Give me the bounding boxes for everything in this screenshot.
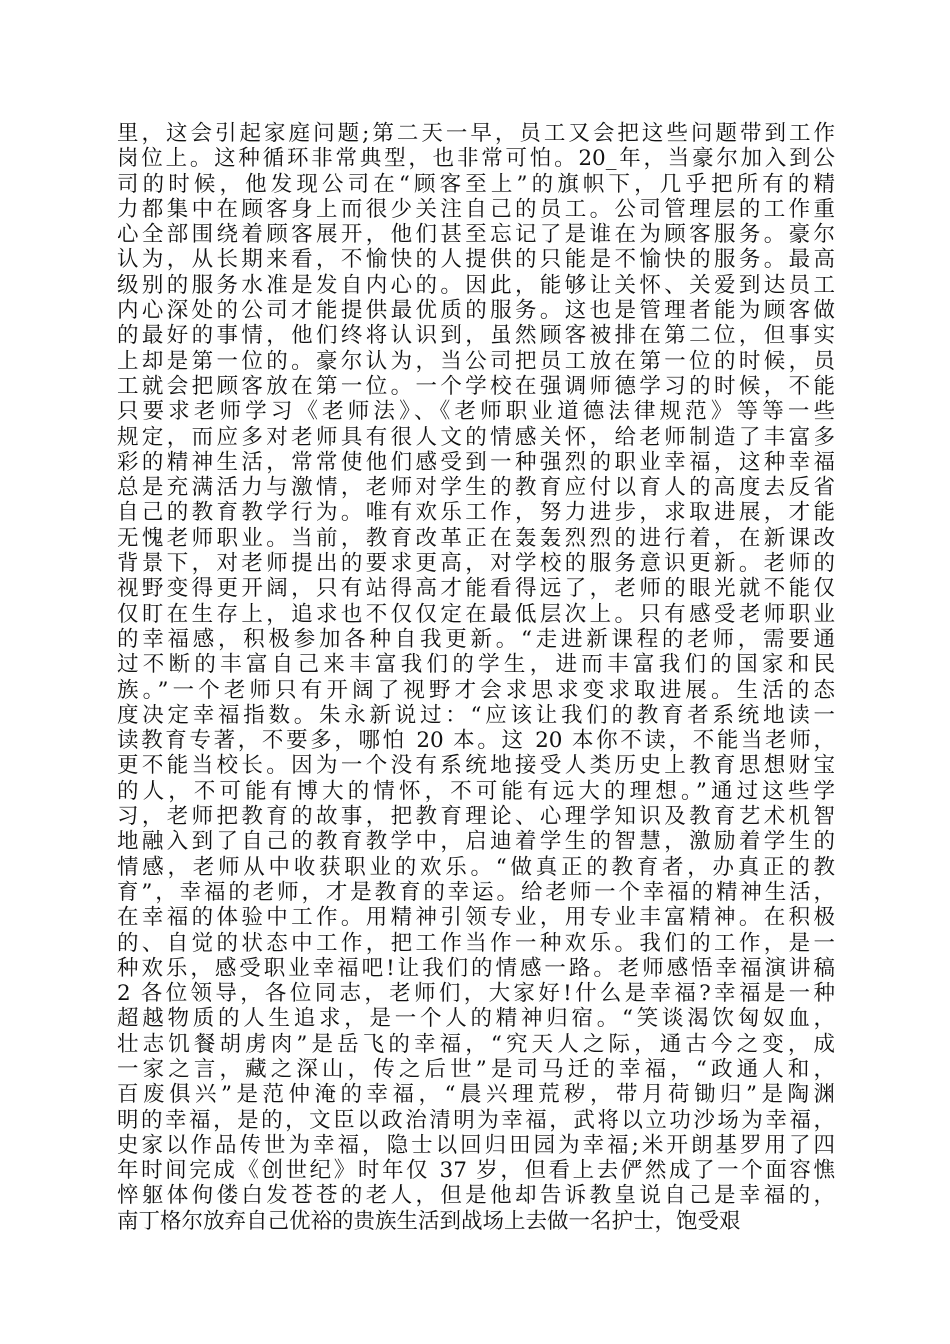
text-line: 地融入到了自己的教育教学中，启迪着学生的智慧，激励着学生的 (117, 829, 835, 855)
text-line: 读教育专著，不要多，哪怕 20 本。这 20 本你不读，不能当老师， (117, 728, 835, 754)
text-line: 壮志饥餐胡虏肉”是岳飞的幸福，“究天人之际，通古今之变，成 (117, 1031, 835, 1057)
text-line: 过不断的丰富自己来丰富我们的学生，进而丰富我们的国家和民 (117, 652, 835, 678)
text-line: 种欢乐，感受职业幸福吧!让我们的情感一路。老师感悟幸福演讲稿 (117, 955, 835, 981)
text-line: 规定，而应多对老师具有很人文的情感关怀，给老师制造了丰富多 (117, 424, 835, 450)
text-line: 更不能当校长。因为一个没有系统地接受人类历史上教育思想财宝 (117, 753, 835, 779)
text-line: 上却是第一位的。豪尔认为，当公司把员工放在第一位的时候，员 (117, 348, 835, 374)
text-line: 悴躯体佝偻白发苍苍的老人，但是他却告诉教皇说自己是幸福的， (117, 1183, 835, 1209)
text-line: 习，老师把教育的故事，把教育理论、心理学知识及教育艺术机智 (117, 804, 835, 830)
text-line: 无愧老师职业。当前，教育改革正在轰轰烈烈的进行着，在新课改 (117, 525, 835, 551)
text-line: 情感，老师从中收获职业的欢乐。“做真正的教育者，办真正的教 (117, 854, 835, 880)
text-line: 内心深处的公司才能提供最优质的服务。这也是管理者能为顾客做 (117, 298, 835, 324)
text-line: 超越物质的人生追求，是一个人的精神归宿。“笑谈渴饮匈奴血， (117, 1006, 835, 1032)
text-line: 只要求老师学习《老师法》、《老师职业道德法律规范》等等一些 (117, 399, 835, 425)
text-line: 族。”一个老师只有开阔了视野才会求思求变求取进展。生活的态 (117, 677, 835, 703)
text-line: 在幸福的体验中工作。用精神引领专业，用专业丰富精神。在积极 (117, 905, 835, 931)
text-line: 史家以作品传世为幸福，隐士以回归田园为幸福;米开朗基罗用了四 (117, 1132, 835, 1158)
text-line: 认为，从长期来看，不愉快的人提供的只能是不愉快的服务。最高 (117, 247, 835, 273)
text-line: 自己的教育教学行为。唯有欢乐工作，努力进步，求取进展，才能 (117, 500, 835, 526)
text-line: 彩的精神生活，常常使他们感受到一种强烈的职业幸福，这种幸福 (117, 449, 835, 475)
text-line: 的、自觉的状态中工作，把工作当作一种欢乐。我们的工作，是一 (117, 930, 835, 956)
text-line: 育”，幸福的老师，才是教育的幸运。给老师一个幸福的精神生活， (117, 879, 835, 905)
text-line: 心全部围绕着顾客展开，他们甚至忘记了是谁在为顾客服务。豪尔 (117, 222, 835, 248)
body-text (117, 121, 835, 1234)
text-line: 2 各位领导，各位同志，老师们，大家好!什么是幸福?幸福是一种 (117, 981, 835, 1007)
text-line: 明的幸福，是的，文臣以政治清明为幸福，武将以立功沙场为幸福， (117, 1107, 835, 1133)
text-line: 仅盯在生存上，追求也不仅仅定在最低层次上。只有感受老师职业 (117, 601, 835, 627)
text-line: 年时间完成《创世纪》时年仅 37 岁，但看上去俨然成了一个面容憔 (117, 1158, 835, 1184)
text-line: 百废俱兴”是范仲淹的幸福，“晨兴理荒秽，带月荷锄归”是陶渊 (117, 1082, 835, 1108)
text-line: 度决定幸福指数。朱永新说过：“应该让我们的教育者系统地读一 (117, 702, 835, 728)
text-line: 里，这会引起家庭问题;第二天一早，员工又会把这些问题带到工作 (117, 121, 835, 146)
text-line: 工就会把顾客放在第一位。一个学校在强调师德学习的时候，不能 (117, 373, 835, 399)
text-line: 力都集中在顾客身上而很少关注自己的员工。公司管理层的工作重 (117, 196, 835, 222)
text-line: 岗位上。这种循环非常典型，也非常可怕。20_年，当豪尔加入到公 (117, 146, 835, 172)
text-line: 总是充满活力与激情，老师对学生的教育应付以育人的高度去反省 (117, 475, 835, 501)
text-line: 级别的服务水准是发自内心的。因此，能够让关怀、关爱到达员工 (117, 272, 835, 298)
text-line: 的人，不可能有博大的情怀，不可能有远大的理想。”通过这些学 (117, 778, 835, 804)
text-line: 的最好的事情，他们终将认识到，虽然顾客被排在第二位，但事实 (117, 323, 835, 349)
text-line: 背景下，对老师提出的要求更高，对学校的服务意识更新。老师的 (117, 551, 835, 577)
text-line: 司的时候，他发现公司在“顾客至上”的旗帜下，几乎把所有的精 (117, 171, 835, 197)
text-line: 南丁格尔放弃自己优裕的贵族生活到战场上去做一名护士，饱受艰 (117, 1208, 741, 1234)
text-line: 的幸福感，积极参加各种自我更新。“走进新课程的老师，需要通 (117, 626, 835, 652)
text-line: 视野变得更开阔，只有站得高才能看得远了，老师的眼光就不能仅 (117, 576, 835, 602)
text-line: 一家之言，藏之深山，传之后世”是司马迁的幸福，“政通人和， (117, 1056, 835, 1082)
